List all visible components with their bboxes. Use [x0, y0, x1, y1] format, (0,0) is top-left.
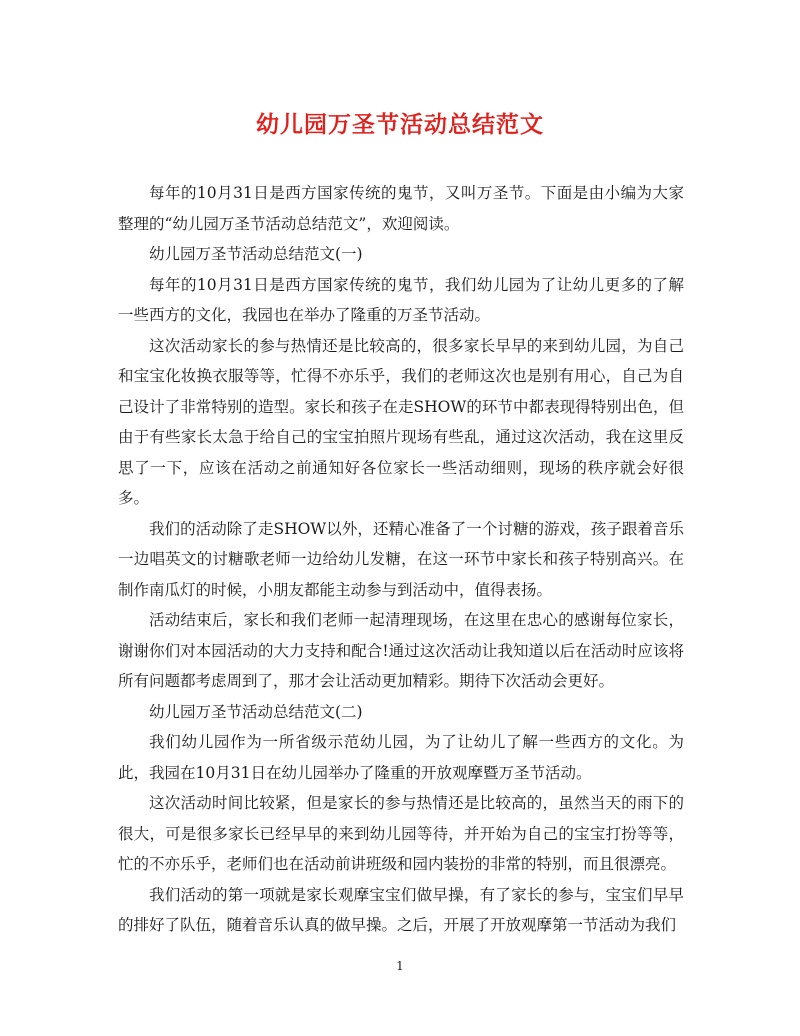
paragraph: 活动结束后，家长和我们老师一起清理现场，在这里在忠心的感谢每位家长，谢谢你们对本园活动的大力支持和配合!通过这次活动让我知道以后在活动时应该将所有问题都考虑周到了，那才会让活动更加精彩。期待下次活动会更好。	[118, 611, 684, 690]
paragraph: 这次活动时间比较紧，但是家长的参与热情还是比较高的，虽然当天的雨下的很大，可是很多家长已经早早的来到幼儿园等待，并开始为自己的宝宝打扮等等，忙的不亦乐乎，老师们也在活动前讲班级和园内装扮的非常的特别，而且很漂亮。	[118, 794, 684, 873]
paragraph-intro: 每年的10月31日是西方国家传统的鬼节，又叫万圣节。下面是由小编为大家整理的“幼儿园万圣节活动总结范文”，欢迎阅读。	[118, 184, 684, 233]
paragraph: 我们的活动除了走SHOW以外，还精心准备了一个讨糖的游戏，孩子跟着音乐一边唱英文的讨糖歌老师一边给幼儿发糖，在这一环节中家长和孩子特别高兴。在制作南瓜灯的时候，小朋友都能主动参与到活动中，值得表扬。	[118, 519, 684, 599]
paragraph: 这次活动家长的参与热情还是比较高的，很多家长早早的来到幼儿园，为自己和宝宝化妆换衣服等等，忙得不亦乐乎，我们的老师这次也是别有用心，自己为自己设计了非常特别的造型。家长和孩子在走SHOW的环节中都表现得特别出色，但由于有些家长太急于给自己的宝宝拍照片现场有些乱，通过这次活动，我在这里反思了一下，应该在活动之前通知好各位家长一些活动细则，现场的秩序就会好很多。	[118, 336, 684, 507]
document-body	[118, 178, 684, 941]
paragraph: 我们幼儿园作为一所省级示范幼儿园，为了让幼儿了解一些西方的文化。为此，我园在10月31日在幼儿园举办了隆重的开放观摩暨万圣节活动。	[118, 733, 684, 782]
paragraph: 我们活动的第一项就是家长观摩宝宝们做早操，有了家长的参与，宝宝们早早的排好了队伍，随着音乐认真的做早操。之后，开展了开放观摩第一节活动为我们	[118, 885, 684, 934]
section-heading-2: 幼儿园万圣节活动总结范文(二)	[149, 702, 363, 721]
page-number: 1	[396, 959, 404, 973]
page-title: 幼儿园万圣节活动总结范文	[256, 111, 544, 138]
paragraph: 每年的10月31日是西方国家传统的鬼节，我们幼儿园为了让幼儿更多的了解一些西方的文化，我园也在举办了隆重的万圣节活动。	[118, 275, 684, 324]
section-heading-1: 幼儿园万圣节活动总结范文(一)	[149, 245, 363, 263]
